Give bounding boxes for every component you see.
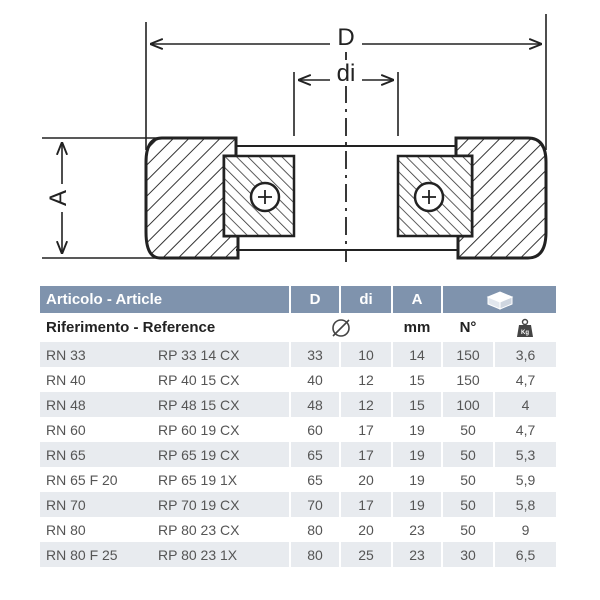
cell-A: 15 — [392, 367, 442, 392]
cell-count: 50 — [442, 442, 494, 467]
header-package — [442, 286, 556, 313]
cell-D: 65 — [290, 442, 340, 467]
cell-reference: RP 33 14 CX — [152, 342, 290, 367]
cell-D: 33 — [290, 342, 340, 367]
cell-count: 30 — [442, 542, 494, 567]
cell-count: 50 — [442, 492, 494, 517]
table-row — [40, 442, 556, 467]
cell-di: 25 — [340, 542, 392, 567]
table-header-row-1 — [40, 286, 556, 313]
dimension-A — [42, 138, 160, 258]
cell-article: RN 80 F 25 — [40, 542, 152, 567]
cell-count: 50 — [442, 467, 494, 492]
cell-weight: 5,9 — [494, 467, 556, 492]
label-di: di — [336, 60, 356, 87]
cell-weight: 4,7 — [494, 367, 556, 392]
cell-di: 17 — [340, 492, 392, 517]
cell-A: 23 — [392, 517, 442, 542]
cell-di: 20 — [340, 467, 392, 492]
bearing-right — [398, 156, 472, 236]
table-row — [40, 467, 556, 492]
cell-A: 19 — [392, 442, 442, 467]
cell-reference: RP 60 19 CX — [152, 417, 290, 442]
svg-text:Kg: Kg — [521, 329, 530, 336]
cell-count: 150 — [442, 367, 494, 392]
cell-article: RN 80 — [40, 517, 152, 542]
cell-reference: RP 70 19 CX — [152, 492, 290, 517]
cell-count: 150 — [442, 342, 494, 367]
cell-D: 48 — [290, 392, 340, 417]
cell-count: 100 — [442, 392, 494, 417]
cell-count: 50 — [442, 417, 494, 442]
cell-A: 15 — [392, 392, 442, 417]
header-article: Articolo - Article — [40, 286, 290, 313]
cell-article: RN 40 — [40, 367, 152, 392]
cell-di: 20 — [340, 517, 392, 542]
specification-table — [40, 286, 556, 567]
cell-A: 19 — [392, 492, 442, 517]
cell-article: RN 65 F 20 — [40, 467, 152, 492]
cell-reference: RP 80 23 CX — [152, 517, 290, 542]
header-reference: Riferimento - Reference — [40, 313, 290, 342]
cell-A: 14 — [392, 342, 442, 367]
table-row — [40, 367, 556, 392]
cell-count: 50 — [442, 517, 494, 542]
table-header-row-2 — [40, 313, 556, 342]
cell-article: RN 48 — [40, 392, 152, 417]
cell-reference: RP 65 19 1X — [152, 467, 290, 492]
header-unit: mm — [392, 313, 442, 342]
wheel-cross-section-drawing — [0, 0, 600, 282]
cell-D: 80 — [290, 517, 340, 542]
cell-D: 40 — [290, 367, 340, 392]
cell-weight: 9 — [494, 517, 556, 542]
header-A: A — [392, 286, 442, 313]
cell-di: 17 — [340, 417, 392, 442]
table-row — [40, 342, 556, 367]
cell-D: 70 — [290, 492, 340, 517]
cell-article: RN 65 — [40, 442, 152, 467]
cell-article: RN 60 — [40, 417, 152, 442]
header-D: D — [290, 286, 340, 313]
cell-reference: RP 40 15 CX — [152, 367, 290, 392]
box-icon — [485, 290, 515, 310]
header-di: di — [340, 286, 392, 313]
cell-di: 12 — [340, 367, 392, 392]
kg-weight-icon — [516, 318, 534, 338]
cell-reference: RP 80 23 1X — [152, 542, 290, 567]
cell-A: 19 — [392, 467, 442, 492]
cell-D: 80 — [290, 542, 340, 567]
cell-D: 65 — [290, 467, 340, 492]
cell-reference: RP 65 19 CX — [152, 442, 290, 467]
table-row — [40, 492, 556, 517]
cell-di: 17 — [340, 442, 392, 467]
header-diameter — [290, 313, 392, 342]
cell-di: 12 — [340, 392, 392, 417]
table-row — [40, 542, 556, 567]
cell-A: 19 — [392, 417, 442, 442]
cell-weight: 6,5 — [494, 542, 556, 567]
bearing-left — [224, 156, 294, 236]
cell-weight: 4,7 — [494, 417, 556, 442]
cell-article: RN 33 — [40, 342, 152, 367]
header-weight — [494, 313, 556, 342]
table-row — [40, 517, 556, 542]
cell-weight: 3,6 — [494, 342, 556, 367]
diameter-symbol-icon — [330, 317, 352, 339]
cell-weight: 4 — [494, 392, 556, 417]
label-A: A — [45, 189, 72, 207]
cell-reference: RP 48 15 CX — [152, 392, 290, 417]
label-D: D — [337, 24, 355, 51]
cell-D: 60 — [290, 417, 340, 442]
table-row — [40, 392, 556, 417]
cell-di: 10 — [340, 342, 392, 367]
header-count: N° — [442, 313, 494, 342]
cell-article: RN 70 — [40, 492, 152, 517]
cell-A: 23 — [392, 542, 442, 567]
cell-weight: 5,8 — [494, 492, 556, 517]
cell-weight: 5,3 — [494, 442, 556, 467]
table-row — [40, 417, 556, 442]
